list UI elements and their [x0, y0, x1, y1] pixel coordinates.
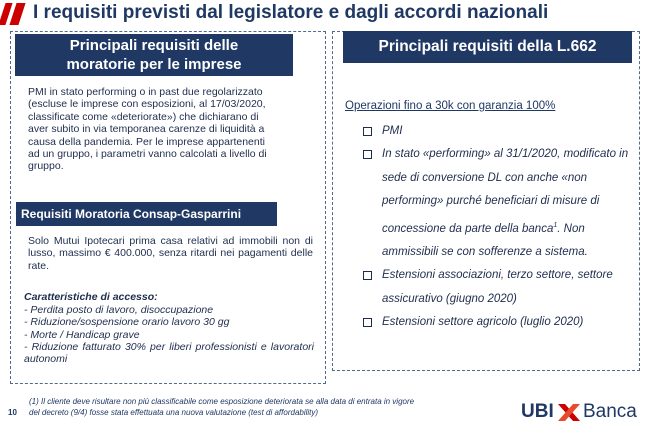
requirement-text: PMI [382, 125, 403, 137]
page-number: 10 [8, 408, 17, 417]
footnote [29, 397, 511, 418]
requirement-item [363, 143, 633, 264]
logo-banca-text: Banca [583, 401, 637, 422]
right-panel-header: Principali requisiti della L.662 [343, 31, 632, 63]
access-item: - Riduzione/sospensione orario lavoro 30 gg [24, 316, 230, 329]
intro-line: classificate come «deteriorate») che dichiarano di [28, 110, 259, 123]
operations-title: Operazioni fino a 30k con garanzia 100% [345, 100, 556, 112]
consap-subheader: Requisiti Moratoria Consap-Gasparrini [16, 202, 277, 226]
left-header-line1: Principali requisiti delle [69, 37, 239, 54]
requirement-text: Estensioni associazioni, terzo settore, settore assicurativo (giugno 2020) [382, 269, 613, 305]
ubi-x-icon [557, 403, 581, 422]
access-title: Caratteristiche di accesso: [24, 291, 158, 303]
intro-line: ad un gruppo, i parametri vanno calcolati a livello di [28, 148, 267, 161]
left-header-line2: moratorie per le imprese [66, 56, 242, 73]
access-item: - Riduzione fatturato 30% per liberi professionisti e lavoratori autonomi [24, 340, 314, 366]
title-marker-icon [0, 3, 26, 25]
intro-line: (escluse le imprese con esposizioni, al 17/03/2020, [28, 98, 266, 111]
requirement-text: Estensioni settore agricolo (luglio 2020) [382, 316, 584, 329]
checkbox-bullet-icon [363, 271, 372, 280]
logo-ubi-text: UBI [521, 401, 554, 422]
access-item: - Perdita posto di lavoro, disoccupazione [24, 304, 214, 316]
intro-line: PMI in stato performing o in past due regolarizzato [28, 86, 263, 98]
footnote-line: (1) Il cliente deve risultare non più classificabile come esposizione deteriorata se alla data di entrata in vigore [29, 397, 415, 406]
footnote-ref: 1 [553, 221, 558, 229]
checkbox-bullet-icon [363, 127, 372, 136]
intro-line: gruppo. [28, 160, 64, 173]
mutui-text: Solo Mutui Ipotecari prima casa relativi ad immobili non di lusso, massimo € 400.000, senza ritardi nei pagamenti delle rate. [28, 235, 313, 272]
requirement-item [363, 264, 633, 311]
requirement-item [363, 311, 633, 334]
footnote-line: del decreto (9/4) fosse stata effettuata una nuova valutazione (test di affordability) [29, 407, 319, 417]
intro-line: aver subito in via temporanea carenze di liquidità a [28, 123, 265, 136]
access-list [24, 304, 314, 365]
left-panel-header [15, 34, 293, 76]
checkbox-bullet-icon [363, 318, 372, 327]
ubi-banca-logo [521, 402, 647, 422]
intro-line: causa della pandemia. Per le imprese appartenenti [28, 135, 265, 148]
intro-text [28, 86, 308, 173]
checkbox-bullet-icon [363, 150, 372, 159]
page-title: I requisiti previsti dal legislatore e dagli accordi nazionali [33, 2, 549, 23]
requirements-list [363, 120, 633, 334]
requirement-text-after: . Non ammissibili se con sofferenze a sistema. [382, 222, 588, 258]
requirement-item [363, 120, 633, 143]
requirement-text: In stato «performing» al 31/1/2020, modificato in sede di conversione DL con anche «non performing» purché beneficiari di misure di concessione da parte della banca [382, 148, 629, 235]
access-item: - Morte / Handicap grave [24, 328, 140, 341]
